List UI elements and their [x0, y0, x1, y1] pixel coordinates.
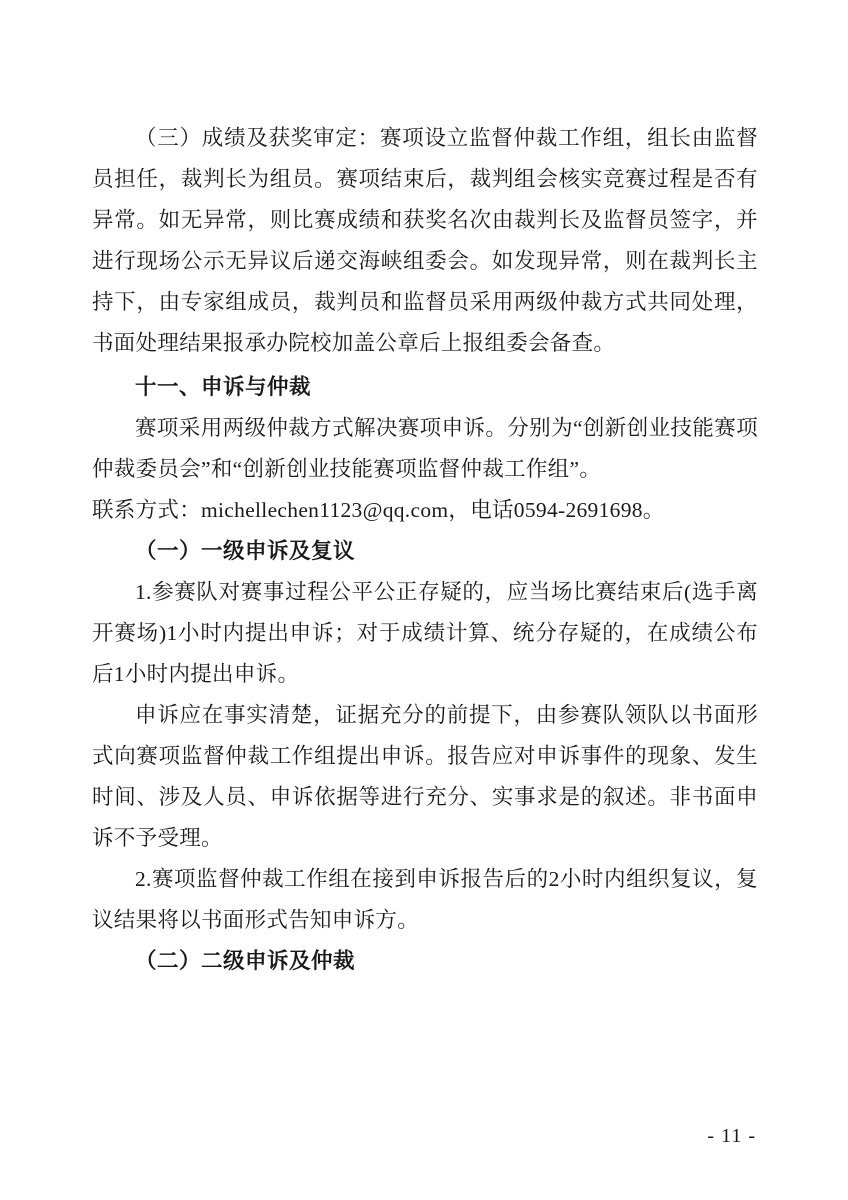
- paragraph-appeal-timing: 1.参赛队对赛事过程公平公正存疑的，应当场比赛结束后(选手离开赛场)1小时内提出申诉；对于成绩计算、统分存疑的，在成绩公布后1小时内提出申诉。: [92, 580, 758, 686]
- subsection-heading-level2-appeal: （二）二级申诉及仲裁: [135, 949, 356, 973]
- paragraph-awards-review: （三）成绩及获奖审定：赛项设立监督仲裁工作组，组长由监督员担任，裁判长为组员。赛项结束后，裁判组会核实竞赛过程是否有异常。如无异常，则比赛成绩和获奖名次由裁判长及监督员签字，并进行现场公示无异议后递交海峡组委会。如发现异常，则在裁判长主持下，由专家组成员，裁判员和监督员采用两级仲裁方式共同处理，书面处理结果报承办院校加盖公章后上报组委会备查。: [92, 126, 758, 355]
- document-body: [92, 118, 758, 982]
- paragraph-contact-info: 联系方式：michellechen1123@qq.com，电话0594-2691698。: [92, 498, 665, 522]
- paragraph-two-level-arbitration: 赛项采用两级仲裁方式解决赛项申诉。分别为“创新创业技能赛项仲裁委员会”和“创新创业技能赛项监督仲裁工作组”。: [92, 416, 758, 481]
- page-number: - 11 -: [707, 1125, 756, 1147]
- paragraph-review-timing: 2.赛项监督仲裁工作组在接到申诉报告后的2小时内组织复议，复议结果将以书面形式告知申诉方。: [92, 867, 758, 932]
- subsection-heading-level1-appeal: （一）一级申诉及复议: [135, 539, 356, 563]
- paragraph-appeal-requirements: 申诉应在事实清楚，证据充分的前提下，由参赛队领队以书面形式向赛项监督仲裁工作组提出申诉。报告应对申诉事件的现象、发生时间、涉及人员、申诉依据等进行充分、实事求是的叙述。非书面申诉不予受理。: [92, 703, 758, 850]
- section-heading-appeals-arbitration: 十一、申诉与仲裁: [135, 375, 312, 399]
